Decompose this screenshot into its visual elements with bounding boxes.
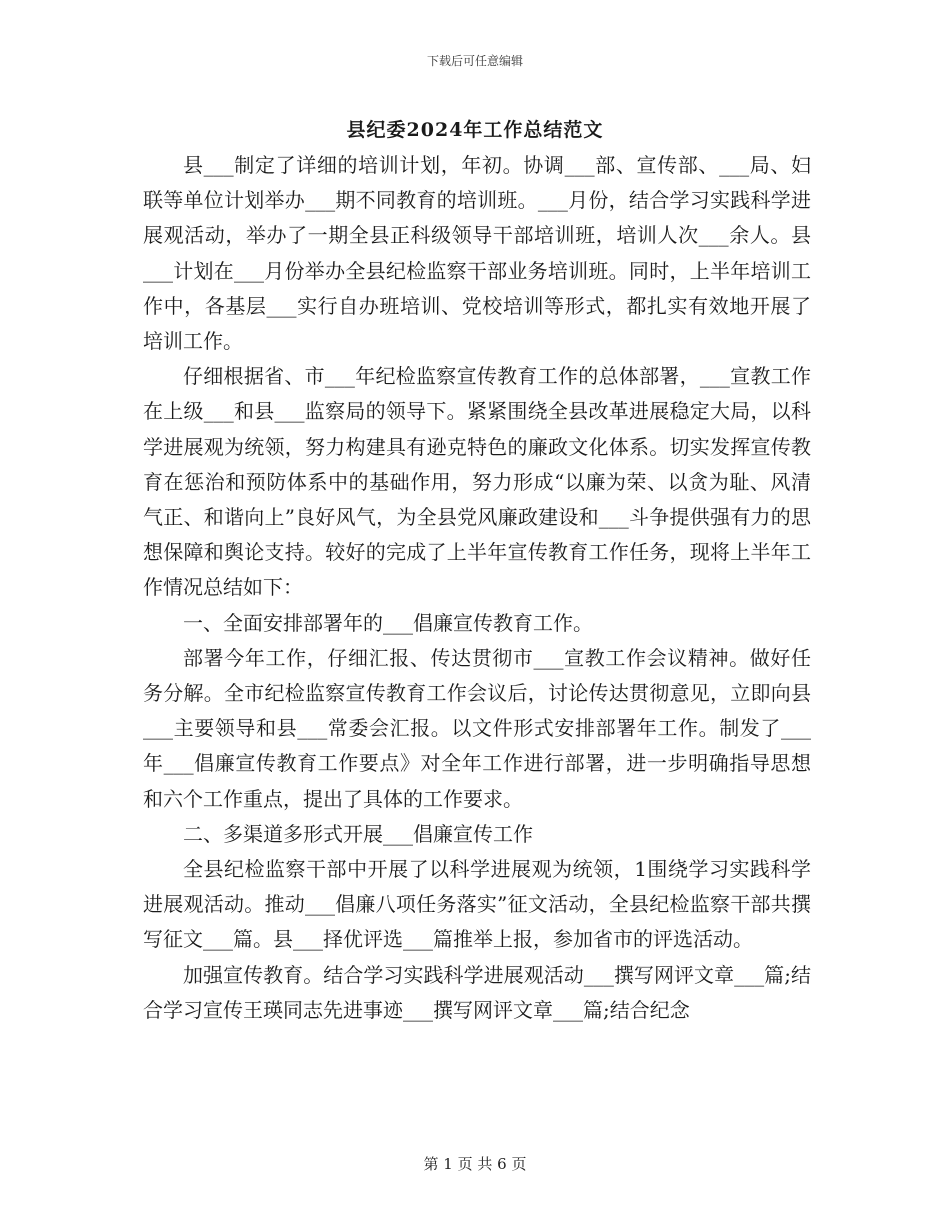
section-heading: 二、多渠道多形式开展___倡廉宣传工作 [183, 821, 533, 846]
document-title: 县纪委2024年工作总结范文 [346, 119, 604, 141]
paragraph: 仔细根据省、市___年纪检监察宣传教育工作的总体部署，___宣教工作在上级___和县___监察局的领导下。紧紧围绕全县改革进展稳定大局，以科学进展观为统领，努力构建具有逊克特色的廉政文化体系。切实发挥宣传教育在惩治和预防体系中的基础作用，努力形成“以廉为荣、以贪为耻、风清气正、和谐向上”良好风气，为全县党风廉政建设和___斗争提供强有力的思想保障和舆论支持。较好的完成了上半年宣传教育工作任务，现将上半年工作情况总结如下： [143, 364, 811, 600]
page-number: 第 1 页 共 6 页 [423, 1155, 527, 1173]
section-heading: 一、全面安排部署年的___倡廉宣传教育工作。 [183, 610, 593, 635]
header-note: 下载后可任意编辑 [426, 54, 523, 68]
paragraph: 部署今年工作，仔细汇报、传达贯彻市___宣教工作会议精神。做好任务分解。全市纪检监察宣传教育工作会议后，讨论传达贯彻意见，立即向县___主要领导和县___常委会汇报。以文件形式安排部署年工作。制发了___年___倡廉宣传教育工作要点》对全年工作进行部署，进一步明确指导思想和六个工作重点，提出了具体的工作要求。 [143, 645, 811, 811]
paragraph: 县___制定了详细的培训计划，年初。协调___部、宣传部、___局、妇联等单位计划举办___期不同教育的培训班。___月份，结合学习实践科学进展观活动，举办了一期全县正科级领导干部培训班，培训人次___余人。县___计划在___月份举办全县纪检监察干部业务培训班。同时，上半年培训工作中，各基层___实行自办班培训、党校培训等形式，都扎实有效地开展了培训工作。 [143, 153, 811, 354]
paragraph: 加强宣传教育。结合学习实践科学进展观活动___撰写网评文章___篇;结合学习宣传王瑛同志先进事迹___撰写网评文章___篇;结合纪念 [143, 962, 811, 1022]
paragraph: 全县纪检监察干部中开展了以科学进展观为统领，1围绕学习实践科学进展观活动。推动___倡廉八项任务落实”征文活动，全县纪检监察干部共撰写征文___篇。县___择优评选___篇推举上报，参加省市的评选活动。 [143, 857, 811, 952]
document-body [143, 148, 811, 1028]
